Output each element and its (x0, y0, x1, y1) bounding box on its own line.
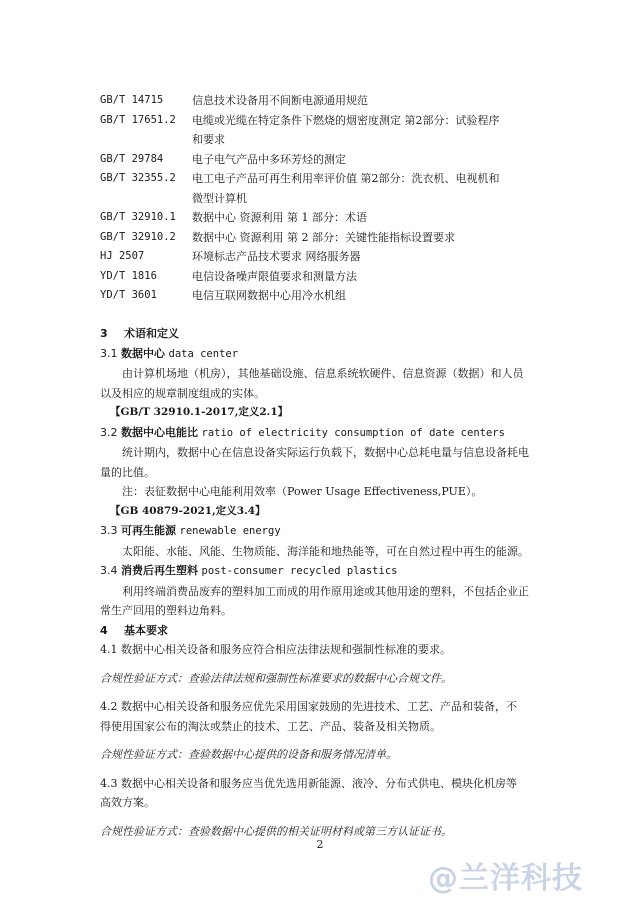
document-body (100, 324, 540, 841)
reference-title: 电工电子产品可再生利用率评价值 第2部分：洗衣机、电视机和 微型计算机 (192, 172, 500, 205)
reference-item (100, 91, 540, 111)
term-definition: 量的比值。 (100, 465, 155, 479)
brand-watermark: @兰洋科技 (428, 861, 583, 896)
source-reference: 【GB/T 32910.1-2017,定义2.1】 (110, 406, 289, 418)
term-definition: 统计期内，数据中心在信息设备实际运行负载下，数据中心总耗电量与信息设备耗电 (122, 446, 529, 459)
reference-item (100, 267, 540, 287)
verification-method: 合规性验证方式：查验数据中心提供的相关证明材料或第三方认证证书。 (100, 824, 452, 838)
term-heading: 3.3 可再生能源 renewable energy (100, 524, 281, 537)
reference-item (100, 247, 540, 267)
reference-item (100, 150, 540, 170)
verification-method: 合规性验证方式：查验数据中心提供的设备和服务情况清单。 (100, 748, 397, 761)
reference-title: 信息技术设备用不间断电源通用规范 (192, 94, 368, 107)
verification-method: 合规性验证方式：查验法律法规和强制性标准要求的数据中心合规文件。 (100, 671, 452, 685)
section-heading: 4 基本要求 (100, 623, 168, 637)
requirement-text: 4.1 数据中心相关设备和服务应符合相应法律法规和强制性标准的要求。 (100, 643, 451, 656)
source-reference: 【GB 40879-2021,定义3.4】 (110, 504, 266, 517)
term-definition: 利用终端消费品废弃的塑料加工而成的用作原用途或其他用途的塑料，不包括企业正 (122, 584, 529, 598)
requirement-text: 高效方案。 (100, 796, 155, 809)
term-heading: 3.1 数据中心 data center (100, 346, 239, 360)
reference-item (100, 111, 540, 150)
reference-title: 电信设备噪声限值要求和测量方法 (192, 269, 357, 283)
reference-code: GB/T 32910.1 (100, 211, 176, 223)
term-definition: 常生产回用的塑料边角料。 (100, 604, 232, 617)
reference-code: GB/T 17651.2 (100, 113, 176, 126)
reference-code: GB/T 32355.2 (100, 172, 176, 184)
reference-title: 数据中心 资源利用 第 1 部分：术语 (192, 211, 367, 224)
reference-title: 数据中心 资源利用 第 2 部分：关键性能指标设置要求 (192, 230, 455, 244)
reference-item (100, 286, 540, 306)
reference-code: YD/T 1816 (100, 269, 157, 282)
reference-item (100, 208, 540, 228)
reference-list (100, 91, 540, 306)
reference-title: 电子电气产品中多环芳烃的测定 (192, 152, 346, 166)
reference-code: YD/T 3601 (100, 289, 157, 301)
reference-code: GB/T 32910.2 (100, 230, 176, 243)
reference-title: 电缆或光缆在特定条件下燃烧的烟密度测定 第2部分：试验程序 和要求 (192, 113, 500, 146)
page-number: 2 (316, 838, 324, 851)
term-heading: 3.4 消费后再生塑料 post-consumer recycled plastics (100, 564, 398, 577)
reference-code: GB/T 14715 (100, 94, 164, 106)
term-note: 注：表征数据中心电能利用效率（Power Usage Effectiveness,PUE）。 (122, 485, 483, 498)
requirement-text: 4.3 数据中心相关设备和服务应当优先选用新能源、液冷、分布式供电、模块化机房等 (100, 776, 517, 790)
reference-code: GB/T 29784 (100, 152, 164, 165)
term-heading: 3.2 数据中心电能比 ratio of electricity consumption of date centers (100, 425, 505, 439)
section-heading: 3 术语和定义 (100, 327, 179, 340)
term-definition: 以及相应的规章制度组成的实体。 (100, 386, 265, 400)
reference-title: 环境标志产品技术要求 网络服务器 (192, 250, 361, 263)
requirement-text: 4.2 数据中心相关设备和服务应优先采用国家鼓励的先进技术、工艺、产品和装备，不 (100, 700, 517, 713)
reference-item (100, 228, 540, 248)
reference-code: HJ 2507 (100, 250, 145, 262)
reference-title: 电信互联网数据中心用冷水机组 (192, 289, 346, 302)
term-definition: 太阳能、水能、风能、生物质能、海洋能和地热能等，可在自然过程中再生的能源。 (122, 544, 529, 558)
term-definition: 由计算机场地（机房），其他基础设施、信息系统软硬件、信息资源（数据）和人员 (122, 367, 524, 380)
reference-item (100, 169, 540, 208)
requirement-text: 得使用国家公布的淘汰或禁止的技术、工艺、产品、装备及相关物质。 (100, 719, 441, 733)
